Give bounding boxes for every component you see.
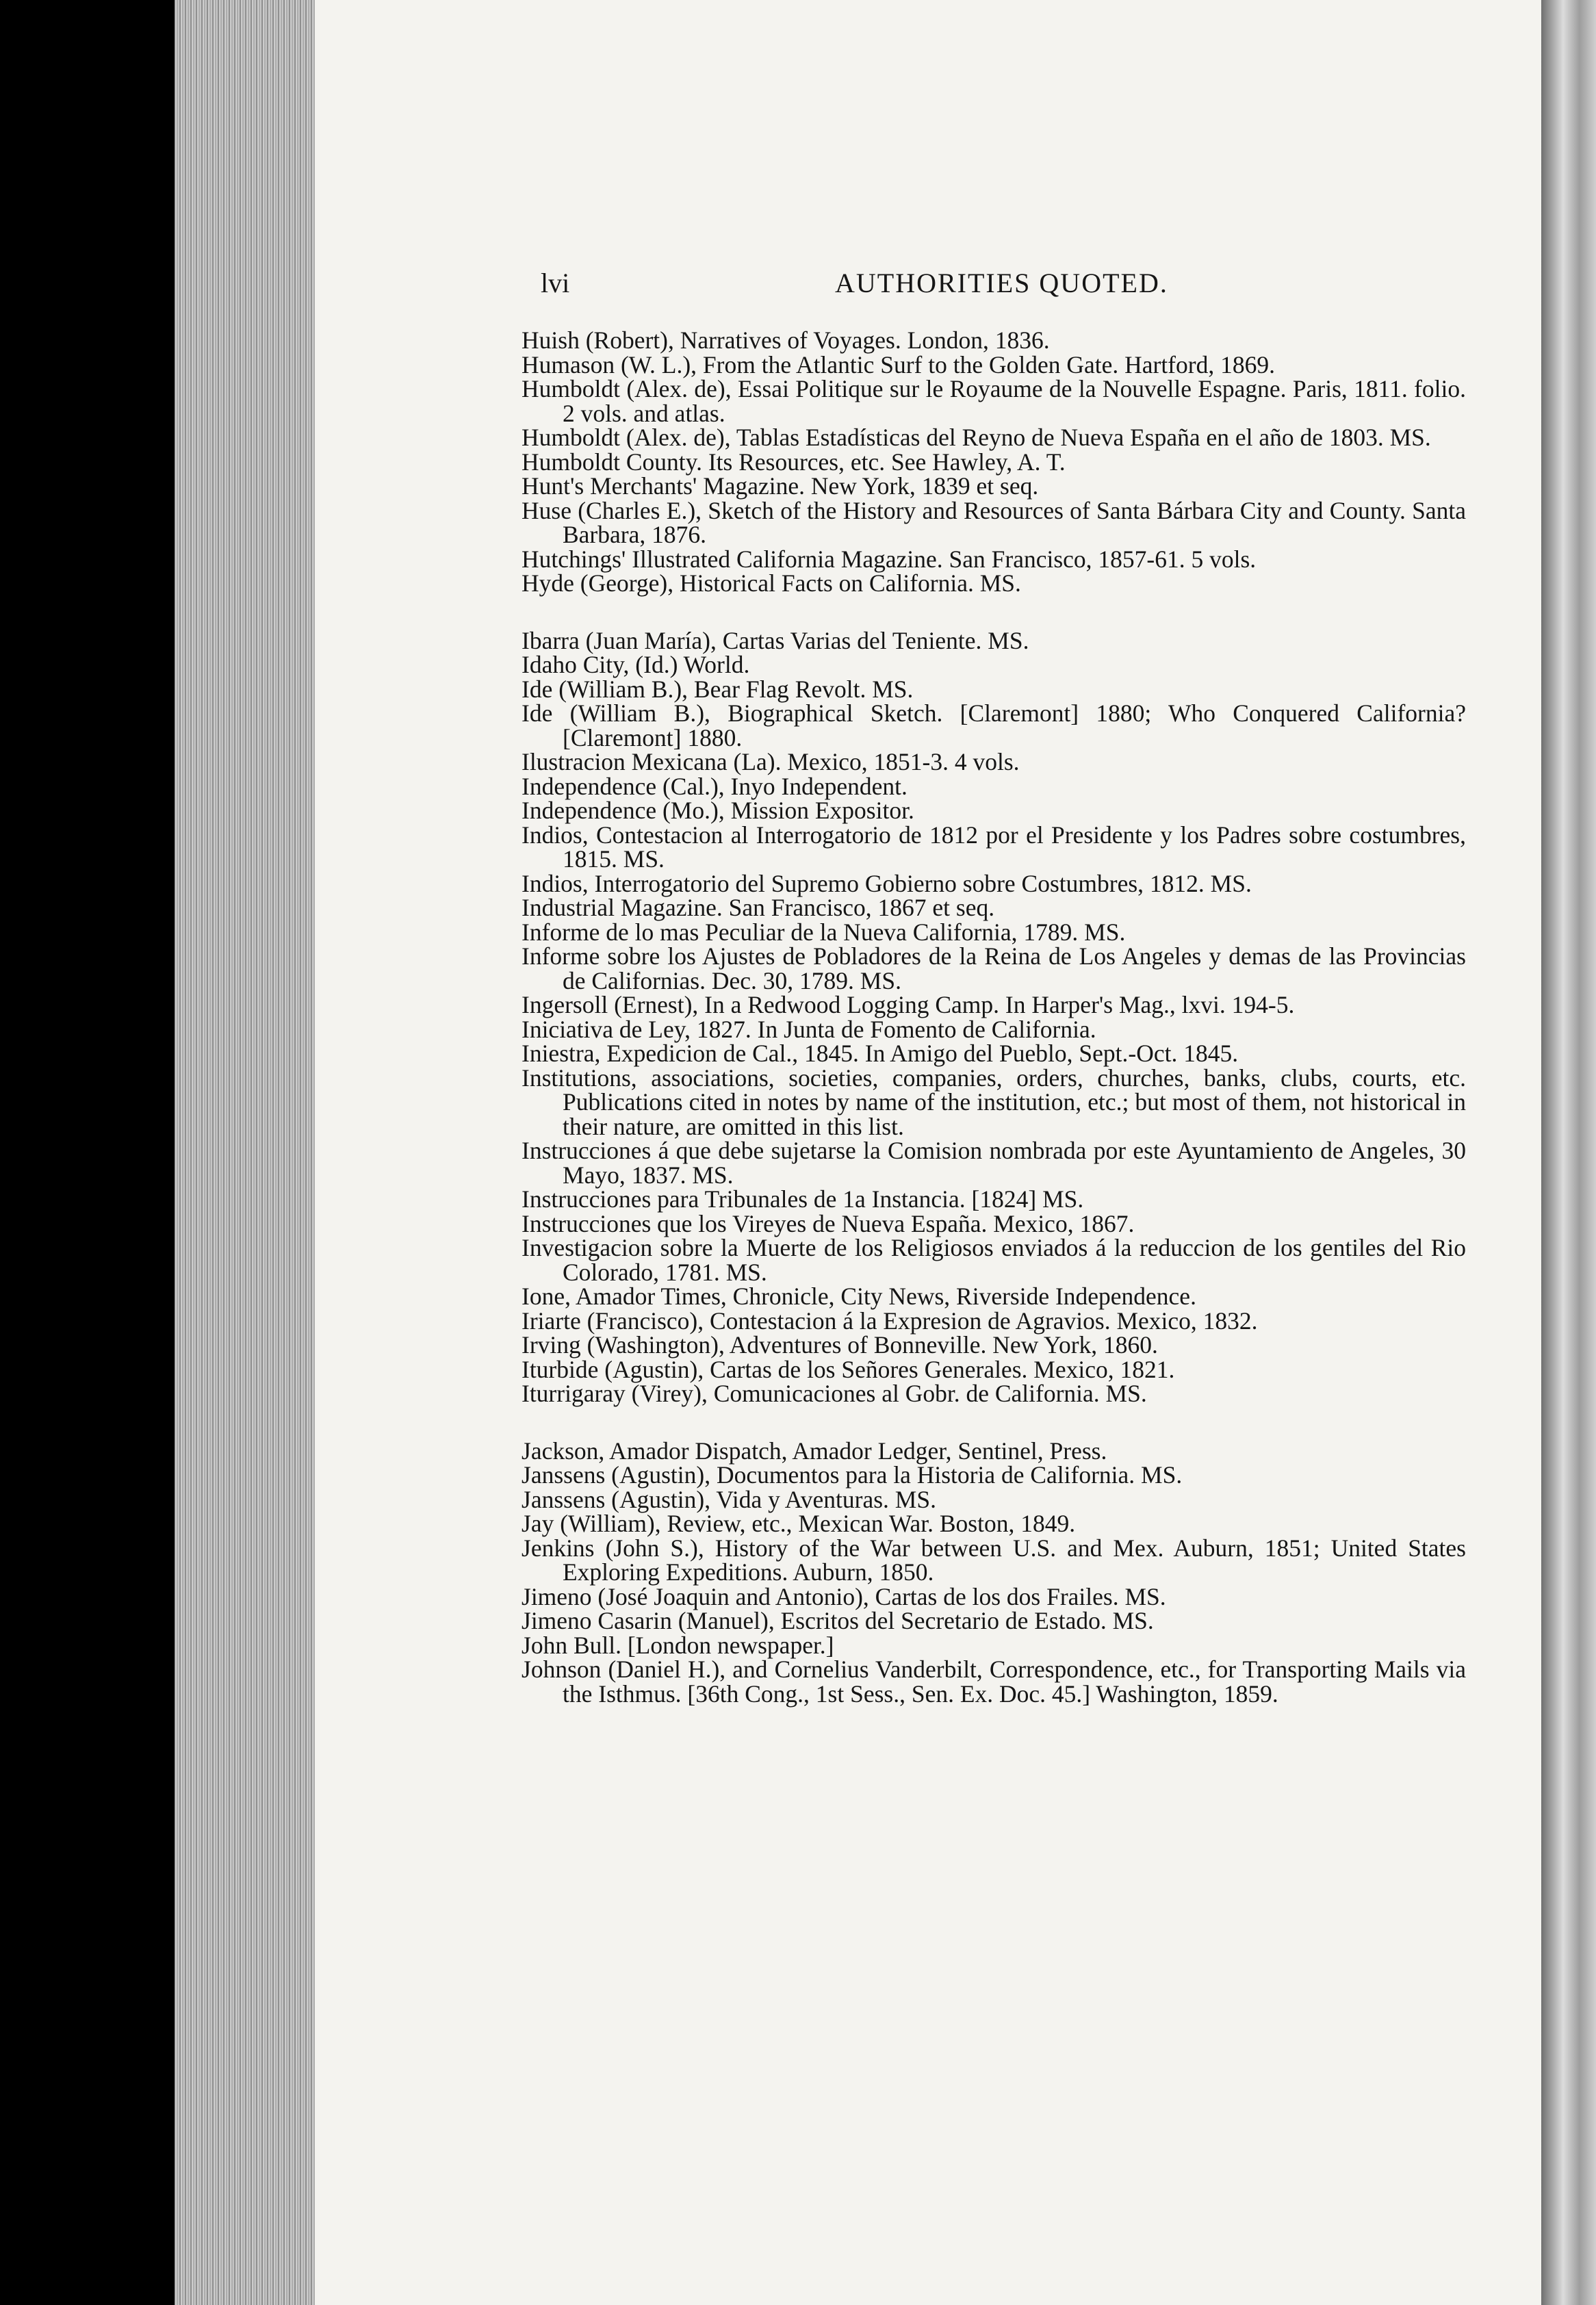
- entry-huish: Huish (Robert), Narratives of Voyages. London, 1836.: [522, 326, 1050, 354]
- entry-hutchings: Hutchings' Illustrated California Magazine. San Francisco, 1857-61. 5 vols.: [522, 545, 1257, 573]
- entry-jackson: Jackson, Amador Dispatch, Amador Ledger, Sentinel, Press.: [522, 1437, 1107, 1465]
- page-number: lvi: [541, 268, 570, 298]
- entry-independence-cal: Independence (Cal.), Inyo Independent.: [522, 772, 908, 800]
- running-title: AUTHORITIES QUOTED.: [835, 268, 1168, 298]
- entry-ide-biographical: Ide (William B.), Biographical Sketch. [Claremont] 1880; Who Conquered California? [Claremont] 1880.: [522, 699, 1466, 751]
- entry-investigacion: Investigacion sobre la Muerte de los Religiosos enviados á la reduccion de los gentiles del Rio Colorado, 1781. MS.: [522, 1234, 1466, 1286]
- entry-informe-peculiar: Informe de lo mas Peculiar de la Nueva California, 1789. MS.: [522, 918, 1126, 946]
- entry-ingersoll: Ingersoll (Ernest), In a Redwood Logging Camp. In Harper's Mag., lxvi. 194-5.: [522, 991, 1295, 1018]
- page-edges-right: [1541, 0, 1596, 2305]
- entry-jenkins: Jenkins (John S.), History of the War between U.S. and Mex. Auburn, 1851; United States Exploring Expeditions. Auburn, 1850.: [522, 1534, 1466, 1586]
- entry-jimeno-cartas: Jimeno (José Joaquin and Antonio), Cartas de los dos Frailes. MS.: [522, 1582, 1166, 1610]
- section-gap: [522, 1406, 1466, 1439]
- entry-ibarra: Ibarra (Juan María), Cartas Varias del Teniente. MS.: [522, 626, 1029, 654]
- entry-humason: Humason (W. L.), From the Atlantic Surf to the Golden Gate. Hartford, 1869.: [522, 350, 1275, 378]
- entry-hunts-magazine: Hunt's Merchants' Magazine. New York, 1839 et seq.: [522, 472, 1039, 500]
- entry-ione: Ione, Amador Times, Chronicle, City News, Riverside Independence.: [522, 1283, 1196, 1310]
- entry-indios-interrogatorio: Indios, Interrogatorio del Supremo Gobierno sobre Costumbres, 1812. MS.: [522, 869, 1252, 897]
- entry-instrucciones-vireyes: Instrucciones que los Vireyes de Nueva España. Mexico, 1867.: [522, 1209, 1135, 1237]
- entry-industrial-magazine: Industrial Magazine. San Francisco, 1867 et seq.: [522, 894, 995, 921]
- entry-humboldt-county: Humboldt County. Its Resources, etc. See Hawley, A. T.: [522, 448, 1066, 476]
- entry-ilustracion: Ilustracion Mexicana (La). Mexico, 1851-3. 4 vols.: [522, 748, 1020, 775]
- entry-johnson: Johnson (Daniel H.), and Cornelius Vanderbilt, Correspondence, etc., for Transporting Mails via the Isthmus. [36th Cong., 1st Sess., Sen. Ex. Doc. 45.] Washington, 1859.: [522, 1656, 1466, 1708]
- entry-instrucciones-tribunales: Instrucciones para Tribunales de 1a Instancia. [1824] MS.: [522, 1185, 1084, 1213]
- entry-john-bull: John Bull. [London newspaper.]: [522, 1631, 834, 1659]
- entry-irving: Irving (Washington), Adventures of Bonneville. New York, 1860.: [522, 1331, 1158, 1358]
- entry-hyde: Hyde (George), Historical Facts on California. MS.: [522, 569, 1021, 597]
- entry-informe-ajustes: Informe sobre los Ajustes de Pobladores de la Reina de Los Angeles y demas de las Provincias de Californias. Dec. 30, 1789. MS.: [522, 942, 1466, 994]
- entry-independence-mo: Independence (Mo.), Mission Expositor.: [522, 797, 914, 824]
- entry-indios-contestacion: Indios, Contestacion al Interrogatorio de 1812 por el Presidente y los Padres sobre costumbres, 1815. MS.: [522, 821, 1466, 873]
- entry-jay: Jay (William), Review, etc., Mexican War. Boston, 1849.: [522, 1510, 1076, 1537]
- entry-ide-bear-flag: Ide (William B.), Bear Flag Revolt. MS.: [522, 675, 914, 703]
- entry-iturrigaray: Iturrigaray (Virey), Comunicaciones al Gobr. de California. MS.: [522, 1380, 1147, 1407]
- entry-huse: Huse (Charles E.), Sketch of the History and Resources of Santa Bárbara City and County. Santa Barbara, 1876.: [522, 496, 1466, 548]
- entry-iriarte: Iriarte (Francisco), Contestacion á la Expresion de Agravios. Mexico, 1832.: [522, 1306, 1258, 1335]
- authorities-list: [522, 326, 1466, 1708]
- page-edges-left: [175, 0, 322, 2305]
- entry-iniciativa: Iniciativa de Ley, 1827. In Junta de Fomento de California.: [522, 1015, 1096, 1043]
- entry-iniestra: Iniestra, Expedicion de Cal., 1845. In Amigo del Pueblo, Sept.-Oct. 1845.: [522, 1040, 1239, 1067]
- entry-jimeno-casarin: Jimeno Casarin (Manuel), Escritos del Secretario de Estado. MS.: [522, 1607, 1154, 1634]
- entry-janssens-documentos: Janssens (Agustin), Documentos para la Historia de California. MS.: [522, 1461, 1183, 1489]
- entry-janssens-vida: Janssens (Agustin), Vida y Aventuras. MS.: [522, 1485, 936, 1513]
- entry-idaho-city: Idaho City, (Id.) World.: [522, 651, 750, 678]
- entry-iturbide: Iturbide (Agustin), Cartas de los Señores Generales. Mexico, 1821.: [522, 1355, 1175, 1383]
- page-header: [541, 267, 1225, 308]
- entry-institutions: Institutions, associations, societies, companies, orders, churches, banks, clubs, courts, etc. Publications cited in notes by name of the institution, etc.; but most of them, not historical in their nature, are omitted in this list.: [522, 1064, 1466, 1140]
- entry-instrucciones-comision: Instrucciones á que debe sujetarse la Comision nombrada por este Ayuntamiento de Angeles, 30 Mayo, 1837. MS.: [522, 1137, 1466, 1189]
- entry-humboldt-essai: Humboldt (Alex. de), Essai Politique sur le Royaume de la Nouvelle Espagne. Paris, 1811. folio. 2 vols. and atlas.: [522, 375, 1466, 427]
- section-gap: [522, 596, 1466, 629]
- entry-humboldt-tablas: Humboldt (Alex. de), Tablas Estadísticas del Reyno de Nueva España en el año de 1803. MS.: [522, 424, 1431, 451]
